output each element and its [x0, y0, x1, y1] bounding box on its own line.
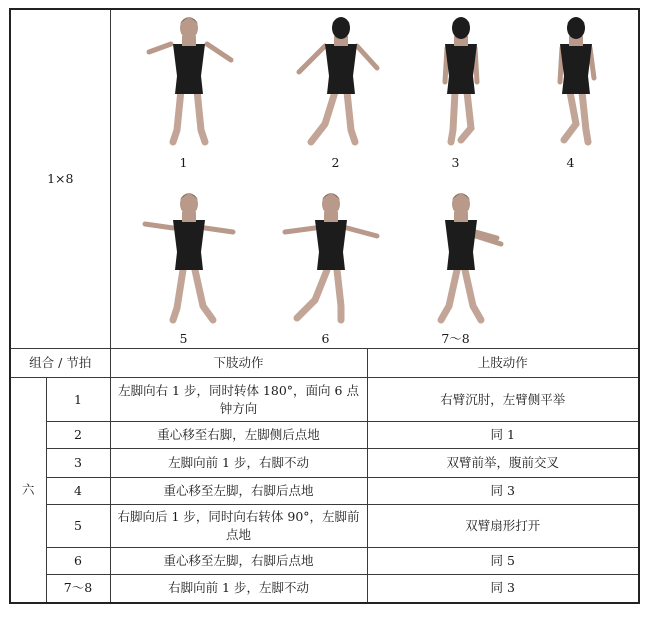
lower-limb-cell: 重心移至左脚，右脚后点地 [110, 548, 367, 575]
upper-limb-cell: 同 3 [367, 575, 639, 603]
dancer-front-arms-open-icon [129, 188, 249, 328]
beat-cell: 4 [46, 478, 110, 505]
table-row [10, 548, 639, 575]
step-figure-6 [271, 188, 381, 346]
dance-step-table-frame [9, 8, 638, 614]
upper-limb-cell: 右臂沉肘，左臂侧平举 [367, 378, 639, 422]
table-row [10, 505, 639, 548]
header-group-beat: 组合 / 节拍 [10, 349, 110, 378]
table-row [10, 575, 639, 603]
lower-limb-cell: 重心移至左脚，右脚后点地 [110, 478, 367, 505]
lower-limb-cell: 右脚向后 1 步，同时向右转体 90°，左脚前点地 [110, 505, 367, 548]
table-row [10, 422, 639, 449]
table-row [10, 449, 639, 478]
dancer-back-step-right-icon [516, 12, 636, 152]
step-figure-7 [401, 188, 511, 346]
dancer-side-arms-forward-icon [401, 188, 521, 328]
dancer-side-leg-back-icon [271, 188, 391, 328]
photo-sequence-cell [110, 9, 639, 349]
header-lower-limb: 下肢动作 [110, 349, 367, 378]
lower-limb-cell: 重心移至右脚，左脚侧后点地 [110, 422, 367, 449]
step-figure-label: 3 [451, 155, 460, 170]
upper-limb-cell: 同 5 [367, 548, 639, 575]
lower-limb-cell: 左脚向前 1 步，右脚不动 [110, 449, 367, 478]
lower-limb-cell: 右脚向前 1 步，左脚不动 [110, 575, 367, 603]
beat-cell: 1 [46, 378, 110, 422]
step-figure-1 [129, 12, 239, 170]
beat-cell: 2 [46, 422, 110, 449]
upper-limb-cell: 同 3 [367, 478, 639, 505]
table-row [10, 378, 639, 422]
header-upper-limb: 上肢动作 [367, 349, 639, 378]
dancer-front-arms-out-icon [129, 12, 249, 152]
step-figure-label: 5 [179, 331, 188, 346]
step-figure-label: 1 [179, 155, 188, 170]
beat-cell: 3 [46, 449, 110, 478]
beat-cell: 5 [46, 505, 110, 548]
step-figure-5 [129, 188, 239, 346]
lower-limb-cell: 左脚向右 1 步，同时转体 180°，面向 6 点钟方向 [110, 378, 367, 422]
header-row [10, 349, 639, 378]
dance-step-table [9, 8, 640, 604]
step-figure-3 [401, 12, 511, 170]
table-row [10, 478, 639, 505]
step-figure-label: 4 [566, 155, 575, 170]
dancer-back-step-icon [401, 12, 521, 152]
upper-limb-cell: 双臂前举，腹前交叉 [367, 449, 639, 478]
dancer-back-leg-behind-icon [281, 12, 401, 152]
photo-row [10, 9, 639, 349]
step-figure-label: 6 [321, 331, 330, 346]
photo-row-label: 1×8 [10, 9, 110, 349]
beat-cell: 6 [46, 548, 110, 575]
step-figure-label: 7～8 [441, 331, 470, 346]
upper-limb-cell: 同 1 [367, 422, 639, 449]
group-number-cell: 六 [10, 378, 46, 603]
step-figure-2 [281, 12, 391, 170]
beat-cell: 7～8 [46, 575, 110, 603]
step-figure-4 [516, 12, 626, 170]
step-figure-label: 2 [331, 155, 340, 170]
upper-limb-cell: 双臂扇形打开 [367, 505, 639, 548]
